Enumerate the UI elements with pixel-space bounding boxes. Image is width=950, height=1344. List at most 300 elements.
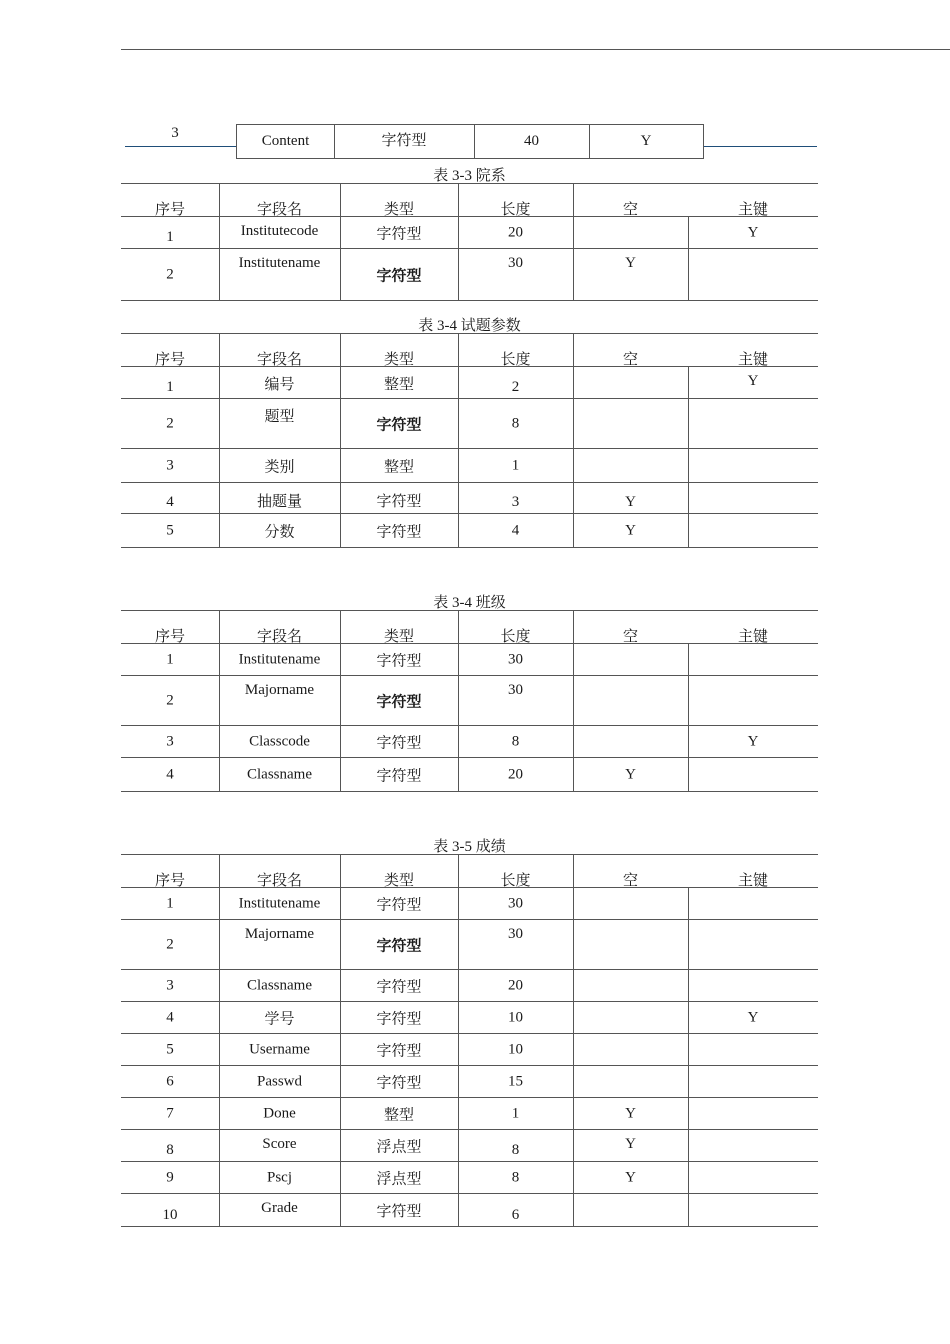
cell-length	[458, 726, 574, 757]
header-label: 长度	[500, 352, 531, 368]
cell-value: 字符型	[376, 692, 422, 710]
cell-null	[573, 644, 689, 675]
header-field	[219, 184, 341, 216]
cell-value: 9	[166, 1169, 174, 1185]
cell-value: 字符型	[376, 936, 422, 954]
cell-value: 30	[508, 926, 523, 942]
cell-field	[219, 399, 341, 448]
cell-pk	[688, 514, 818, 547]
cell-value: 字符型	[376, 524, 422, 540]
cell-type	[340, 399, 459, 448]
cell-value: Done	[263, 1105, 296, 1121]
cell-length	[458, 888, 574, 919]
table-row	[121, 644, 818, 676]
cell-seq	[121, 449, 220, 482]
header-label: 类型	[383, 629, 414, 645]
cell-null	[573, 249, 689, 300]
cell-field	[219, 1194, 341, 1226]
cell-field	[219, 367, 341, 398]
fragment-row-number: 3	[171, 125, 179, 141]
cell-length	[458, 399, 574, 448]
cell-value: 2	[166, 266, 174, 282]
cell-seq	[121, 217, 220, 248]
cell-value: Y	[747, 224, 759, 240]
cell-seq	[121, 676, 220, 725]
cell-length	[458, 367, 574, 398]
cell-type	[340, 758, 459, 791]
cell-value: 字符型	[376, 226, 422, 242]
header-seq	[121, 334, 220, 366]
cell-length	[458, 920, 574, 969]
cell-value: 4	[166, 766, 174, 782]
cell-value: 5	[166, 522, 174, 538]
cell-field	[219, 676, 341, 725]
cell-field	[219, 514, 341, 547]
cell-null	[573, 1098, 689, 1129]
cell-value: 字符型	[376, 415, 422, 433]
cell-value: 15	[508, 1073, 523, 1089]
cell-seq	[121, 1162, 220, 1193]
header-label: 字段名	[256, 629, 302, 645]
cell-value: Y	[625, 522, 636, 538]
cell-type	[340, 676, 459, 725]
cell-value: 5	[166, 1041, 174, 1057]
table-row	[121, 1002, 818, 1034]
header-label: 空	[622, 352, 638, 368]
cell-value: 8	[511, 733, 520, 749]
cell-pk	[688, 970, 818, 1001]
cell-length	[458, 249, 574, 300]
cell-value: 类别	[264, 459, 295, 475]
cell-field	[219, 1002, 341, 1033]
cell-value: 20	[508, 766, 523, 782]
table-class	[121, 610, 818, 792]
cell-length	[458, 1130, 574, 1161]
cell-value: 2	[166, 415, 174, 431]
table-header	[121, 334, 818, 367]
cell-value: 8	[511, 1169, 520, 1185]
cell-length	[458, 1098, 574, 1129]
cell-value: 1	[166, 379, 174, 395]
header-label: 字段名	[256, 352, 302, 368]
table-row	[121, 1098, 818, 1130]
cell-field	[219, 1034, 341, 1065]
header-pk	[688, 184, 818, 216]
cell-pk	[688, 217, 818, 248]
header-label: 主键	[737, 629, 768, 645]
cell-value: 4	[166, 1009, 174, 1025]
cell-null	[573, 483, 689, 513]
header-label: 序号	[154, 873, 185, 889]
cell-null	[573, 676, 689, 725]
cell-value: Passwd	[256, 1073, 302, 1089]
cell-null	[573, 217, 689, 248]
cell-value: Classname	[247, 977, 312, 993]
cell-value: 字符型	[376, 653, 422, 669]
table-row	[121, 726, 818, 758]
cell-type	[340, 249, 459, 300]
cell-seq	[121, 1194, 220, 1226]
table-caption: 表 3-5 成绩	[433, 839, 506, 855]
cell-length	[458, 758, 574, 791]
cell-value: 浮点型	[376, 1139, 422, 1155]
header-pk	[688, 611, 818, 643]
header-null	[573, 611, 688, 643]
table-row	[121, 367, 818, 399]
cell-null	[573, 1066, 689, 1097]
cell-null	[573, 449, 689, 482]
cell-value: 3	[511, 494, 520, 510]
header-label: 主键	[737, 202, 768, 218]
cell-seq	[121, 1066, 220, 1097]
cell-value: 整型	[383, 377, 414, 393]
table-row	[121, 399, 818, 449]
cell-seq	[121, 1034, 220, 1065]
cell-type	[340, 1034, 459, 1065]
cell-value: 题型	[264, 409, 295, 425]
cell-value: 10	[508, 1009, 523, 1025]
cell-type	[340, 514, 459, 547]
header-label: 序号	[154, 352, 185, 368]
cell-null	[573, 1034, 689, 1065]
cell-type	[340, 367, 459, 398]
fragment-right-rule	[704, 146, 817, 147]
table-row	[121, 970, 818, 1002]
cell-length	[458, 1162, 574, 1193]
cell-null	[573, 758, 689, 791]
table-caption: 表 3-4 试题参数	[418, 318, 521, 334]
cell-value: Y	[747, 373, 759, 389]
cell-value: Institutename	[238, 895, 321, 911]
header-label: 序号	[154, 202, 185, 218]
cell-value: 抽题量	[256, 494, 302, 510]
cell-value: 字符型	[376, 979, 422, 995]
cell-value: 2	[166, 692, 174, 708]
cell-pk	[688, 1066, 818, 1097]
cell-length	[458, 1002, 574, 1033]
cell-value: 20	[508, 977, 523, 993]
cell-seq	[121, 367, 220, 398]
header-null	[573, 855, 688, 887]
cell-value: Y	[625, 766, 636, 782]
cell-length	[458, 1066, 574, 1097]
cell-value: 30	[508, 895, 523, 911]
cell-value: 8	[511, 1142, 520, 1158]
header-type	[340, 611, 459, 643]
cell-length	[458, 644, 574, 675]
cell-value: Majorname	[244, 926, 315, 942]
cell-value: 字符型	[376, 1204, 422, 1220]
cell-value: Majorname	[244, 682, 315, 698]
header-field	[219, 611, 341, 643]
cell-value: 整型	[383, 459, 414, 475]
cell-value: 字符型	[376, 1075, 422, 1091]
cell-value: 1	[511, 1105, 520, 1121]
cell-seq	[121, 483, 220, 513]
cell-field	[219, 644, 341, 675]
cell-value: 学号	[264, 1011, 295, 1027]
table-header	[121, 184, 818, 217]
cell-field	[219, 1098, 341, 1129]
table-row	[121, 514, 818, 548]
cell-pk	[688, 483, 818, 513]
table-caption: 表 3-3 院系	[433, 168, 506, 184]
header-label: 字段名	[256, 202, 302, 218]
cell-pk	[688, 1002, 818, 1033]
header-seq	[121, 184, 220, 216]
cell-type	[340, 970, 459, 1001]
table-row	[121, 758, 818, 792]
cell-pk	[688, 1194, 818, 1226]
table-header	[121, 855, 818, 888]
cell-null	[573, 726, 689, 757]
table-row	[121, 1066, 818, 1098]
cell-type	[340, 644, 459, 675]
cell-seq	[121, 920, 220, 969]
cell-type	[340, 1098, 459, 1129]
table-institute	[121, 183, 818, 301]
table-exam-params	[121, 333, 818, 548]
cell-value: Y	[625, 1136, 636, 1152]
cell-value: 2	[166, 936, 174, 952]
cell-field	[219, 249, 341, 300]
cell-type	[340, 1002, 459, 1033]
page-header-rule	[121, 49, 950, 50]
table-row	[121, 888, 818, 920]
cell-field	[219, 920, 341, 969]
cell-pk	[688, 758, 818, 791]
cell-value: 整型	[383, 1107, 414, 1123]
cell-value: 10	[508, 1041, 523, 1057]
header-seq	[121, 611, 220, 643]
cell-pk	[688, 1162, 818, 1193]
table-row	[121, 249, 818, 301]
cell-null	[573, 367, 689, 398]
header-label: 类型	[383, 352, 414, 368]
cell-null	[573, 970, 689, 1001]
cell-field	[219, 970, 341, 1001]
table-row	[121, 676, 818, 726]
cell-type	[340, 920, 459, 969]
header-label: 主键	[737, 352, 768, 368]
cell-field	[219, 1130, 341, 1161]
table-row	[121, 1034, 818, 1066]
cell-value: Classname	[247, 766, 312, 782]
cell-pk	[688, 644, 818, 675]
cell-null	[573, 1194, 689, 1226]
cell-value: 10	[162, 1207, 178, 1223]
cell-seq	[121, 758, 220, 791]
cell-field	[219, 1162, 341, 1193]
cell-seq	[121, 1098, 220, 1129]
header-label: 长度	[500, 873, 531, 889]
fragment-left-rule	[125, 146, 236, 147]
header-label: 长度	[500, 629, 531, 645]
cell-value: 30	[508, 682, 523, 698]
table-caption: 表 3-4 班级	[433, 595, 506, 611]
cell-value: 2	[511, 379, 520, 395]
cell-value: 1	[166, 229, 174, 245]
cell-field	[219, 449, 341, 482]
header-field	[219, 334, 341, 366]
cell-field	[219, 758, 341, 791]
cell-value: 4	[511, 522, 520, 538]
cell-value: Institutecode	[240, 223, 319, 239]
fragment-cell-length: 40	[474, 125, 590, 158]
cell-value: 字符型	[376, 897, 422, 913]
cell-pk	[688, 888, 818, 919]
cell-value: Institutename	[238, 255, 321, 271]
fragment-row	[236, 124, 704, 159]
header-label: 空	[622, 629, 638, 645]
cell-pk	[688, 676, 818, 725]
cell-value: 1	[166, 895, 174, 911]
header-type	[340, 855, 459, 887]
table-row	[121, 483, 818, 514]
header-null	[573, 334, 688, 366]
cell-type	[340, 1194, 459, 1226]
cell-type	[340, 449, 459, 482]
cell-value: Y	[747, 1009, 759, 1025]
header-length	[458, 611, 574, 643]
cell-value: 6	[511, 1207, 520, 1223]
header-field	[219, 855, 341, 887]
table-row	[121, 449, 818, 483]
cell-seq	[121, 1130, 220, 1161]
cell-value: 字符型	[376, 735, 422, 751]
cell-value: 20	[508, 224, 523, 240]
cell-pk	[688, 726, 818, 757]
cell-value: 4	[166, 494, 174, 510]
cell-value: Score	[262, 1136, 297, 1152]
cell-value: 字符型	[376, 768, 422, 784]
header-label: 空	[622, 202, 638, 218]
header-null	[573, 184, 688, 216]
cell-length	[458, 1034, 574, 1065]
cell-value: 3	[166, 977, 174, 993]
cell-value: 6	[166, 1073, 174, 1089]
table-row	[121, 1194, 818, 1227]
cell-pk	[688, 399, 818, 448]
cell-field	[219, 726, 341, 757]
cell-pk	[688, 1034, 818, 1065]
cell-pk	[688, 1130, 818, 1161]
cell-type	[340, 726, 459, 757]
cell-value: Grade	[261, 1200, 298, 1216]
cell-value: 3	[166, 733, 174, 749]
header-label: 长度	[500, 202, 531, 218]
cell-pk	[688, 367, 818, 398]
cell-value: 30	[508, 651, 523, 667]
header-pk	[688, 334, 818, 366]
cell-value: 8	[511, 415, 520, 431]
header-label: 字段名	[256, 873, 302, 889]
header-seq	[121, 855, 220, 887]
cell-value: Classcode	[249, 733, 310, 749]
cell-value: 30	[508, 255, 523, 271]
table-header	[121, 611, 818, 644]
cell-pk	[688, 249, 818, 300]
cell-value: 编号	[264, 377, 295, 393]
cell-value: 3	[166, 457, 174, 473]
cell-value: Institutename	[238, 651, 321, 667]
fragment-cell-field: Content	[237, 125, 335, 158]
cell-value: 7	[166, 1105, 174, 1121]
cell-field	[219, 217, 341, 248]
table-score	[121, 854, 818, 1227]
cell-pk	[688, 920, 818, 969]
cell-value: 1	[511, 457, 520, 473]
cell-pk	[688, 449, 818, 482]
cell-value: Y	[625, 255, 636, 271]
cell-null	[573, 920, 689, 969]
cell-null	[573, 1162, 689, 1193]
cell-value: 1	[166, 651, 174, 667]
cell-type	[340, 217, 459, 248]
cell-null	[573, 1002, 689, 1033]
cell-value: Y	[625, 1105, 636, 1121]
cell-value: 字符型	[376, 1043, 422, 1059]
cell-length	[458, 217, 574, 248]
cell-value: Username	[249, 1041, 310, 1057]
header-pk	[688, 855, 818, 887]
header-length	[458, 855, 574, 887]
header-label: 类型	[383, 873, 414, 889]
header-length	[458, 184, 574, 216]
cell-value: 浮点型	[376, 1171, 422, 1187]
fragment-cell-null: Y	[640, 133, 652, 149]
cell-seq	[121, 726, 220, 757]
cell-type	[340, 1066, 459, 1097]
header-length	[458, 334, 574, 366]
cell-value: 字符型	[376, 266, 422, 284]
cell-pk	[688, 1098, 818, 1129]
table-row	[121, 1162, 818, 1194]
table-row	[121, 1130, 818, 1162]
header-label: 空	[622, 873, 638, 889]
cell-value: Pscj	[266, 1169, 292, 1185]
cell-null	[573, 888, 689, 919]
cell-value: 字符型	[376, 494, 422, 510]
cell-seq	[121, 249, 220, 300]
table-row	[121, 920, 818, 970]
cell-length	[458, 970, 574, 1001]
table-row	[121, 217, 818, 249]
cell-value: 分数	[264, 524, 295, 540]
cell-type	[340, 483, 459, 513]
cell-field	[219, 1066, 341, 1097]
cell-seq	[121, 888, 220, 919]
cell-length	[458, 483, 574, 513]
cell-value: 字符型	[376, 1011, 422, 1027]
cell-seq	[121, 1002, 220, 1033]
cell-seq	[121, 644, 220, 675]
cell-seq	[121, 399, 220, 448]
fragment-cell-type: 字符型	[334, 125, 475, 158]
cell-type	[340, 1130, 459, 1161]
cell-value: Y	[625, 1169, 636, 1185]
cell-seq	[121, 514, 220, 547]
header-type	[340, 334, 459, 366]
cell-length	[458, 449, 574, 482]
cell-length	[458, 676, 574, 725]
cell-value: Y	[625, 494, 636, 510]
cell-value: Y	[747, 733, 759, 749]
header-label: 主键	[737, 873, 768, 889]
cell-seq	[121, 970, 220, 1001]
cell-null	[573, 514, 689, 547]
cell-null	[573, 399, 689, 448]
